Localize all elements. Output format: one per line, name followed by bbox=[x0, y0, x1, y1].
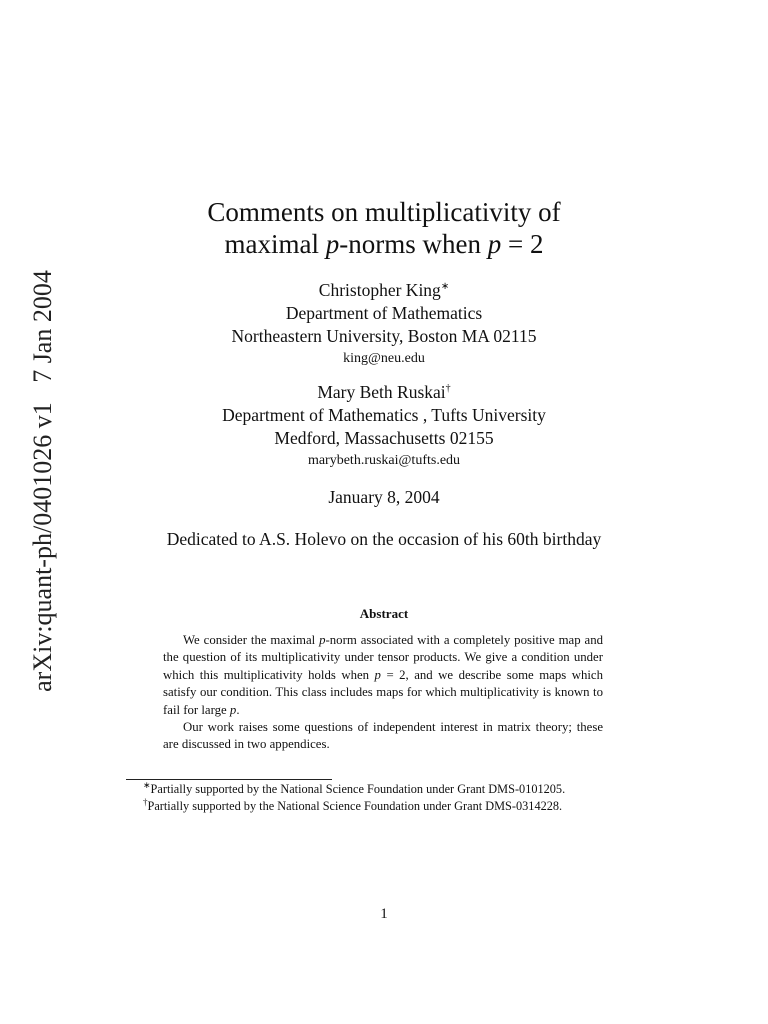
footnotes bbox=[143, 781, 565, 814]
footnote-2: †Partially supported by the National Science Foundation under Grant DMS-0314228. bbox=[143, 796, 563, 813]
page-number: 1 bbox=[380, 906, 388, 922]
author-block-ruskai bbox=[0, 381, 768, 472]
paper-date: January 8, 2004 bbox=[328, 487, 440, 507]
abstract-heading: Abstract bbox=[359, 606, 409, 621]
author-name: Christopher King∗ bbox=[318, 280, 450, 300]
abstract-paragraph-2: Our work raises some questions of independent interest in matrix theory; these are discussed in two appendices. bbox=[163, 720, 603, 752]
arxiv-identifier: arXiv:quant-ph/0401026 v1 7 Jan 2004 bbox=[28, 270, 57, 692]
footnote-mark: † bbox=[445, 383, 451, 394]
title-line-1: Comments on multiplicativity of bbox=[207, 197, 561, 227]
author-name: Mary Beth Ruskai† bbox=[317, 382, 451, 402]
footnote-mark: ∗ bbox=[440, 281, 450, 292]
paper-title bbox=[0, 196, 768, 260]
abstract-paragraph-1: We consider the maximal p-norm associated with a completely positive map and the question of its multiplicativity under tensor products. We give a condition under which this multiplicativity holds when p = 2, and we describe some maps which satisfy our condition. This class includes maps for which multiplicativity is known to fail for large p. bbox=[163, 633, 603, 717]
author-department: Department of Mathematics bbox=[285, 303, 483, 323]
dedication: Dedicated to A.S. Holevo on the occasion of his 60th birthday bbox=[166, 529, 602, 549]
footnote-1: ∗Partially supported by the National Science Foundation under Grant DMS-0101205. bbox=[143, 780, 566, 796]
author-email: king@neu.edu bbox=[343, 351, 425, 366]
author-block-king bbox=[0, 279, 768, 370]
abstract-body bbox=[163, 632, 603, 754]
author-department: Department of Mathematics , Tufts University bbox=[222, 405, 546, 425]
title-line-2: maximal p-norms when p = 2 bbox=[224, 229, 544, 259]
author-institution: Medford, Massachusetts 02155 bbox=[274, 428, 494, 448]
author-institution: Northeastern University, Boston MA 02115 bbox=[231, 326, 537, 346]
footnote-divider bbox=[126, 779, 332, 780]
author-email: marybeth.ruskai@tufts.edu bbox=[307, 453, 461, 468]
